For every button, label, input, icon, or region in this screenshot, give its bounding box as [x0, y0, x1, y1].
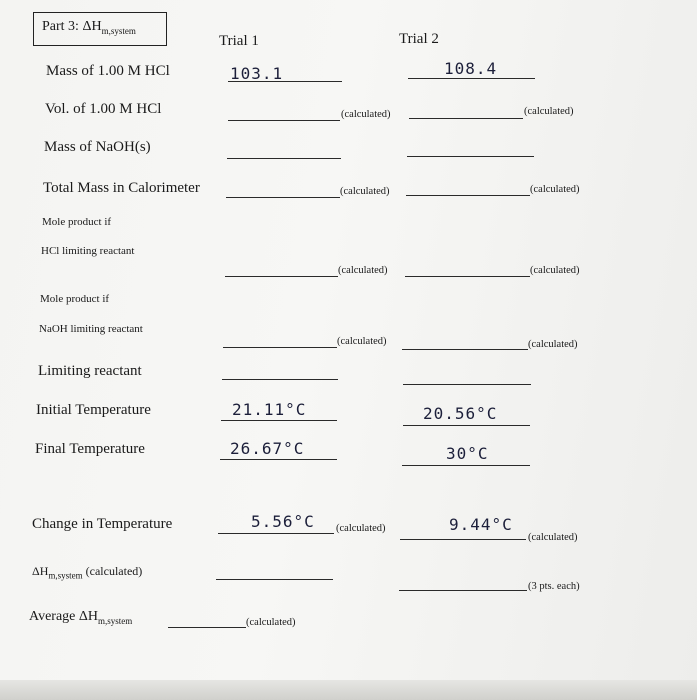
note-change-temp-trial2: (calculated) [528, 532, 578, 543]
blank-mass-naoh-trial1 [227, 158, 341, 159]
blank-initial-temp-trial2 [403, 425, 530, 426]
header-trial-1: Trial 1 [219, 33, 259, 49]
blank-dh-system-trial2 [399, 590, 527, 591]
note-mole-hcl-trial2: (calculated) [530, 265, 580, 276]
note-mole-naoh-trial2: (calculated) [528, 339, 578, 350]
blank-vol-hcl-trial2 [409, 118, 523, 119]
note-average-dh: (calculated) [246, 617, 296, 628]
label-dh-system-main: ΔH [32, 564, 49, 578]
value-initial-temp-trial1: 21.11°C [232, 400, 307, 419]
label-dh-system [32, 564, 142, 580]
blank-limiting-trial2 [403, 384, 531, 385]
blank-mole-hcl-trial1 [225, 276, 338, 277]
blank-initial-temp-trial1 [221, 420, 337, 421]
note-mole-naoh-trial1: (calculated) [337, 336, 387, 347]
header-trial-2: Trial 2 [399, 31, 439, 47]
label-change-temp: Change in Temperature [32, 516, 173, 532]
label-mass-naoh: Mass of NaOH(s) [44, 139, 151, 155]
blank-mass-naoh-trial2 [407, 156, 534, 157]
note-vol-hcl-trial2: (calculated) [524, 106, 574, 117]
value-final-temp-trial1: 26.67°C [230, 439, 305, 458]
blank-limiting-trial1 [222, 379, 338, 380]
blank-mole-hcl-trial2 [405, 276, 530, 277]
note-total-mass-trial2: (calculated) [530, 184, 580, 195]
blank-mole-naoh-trial1 [223, 347, 337, 348]
note-total-mass-trial1: (calculated) [340, 186, 390, 197]
blank-vol-hcl-trial1 [228, 120, 340, 121]
label-vol-hcl: Vol. of 1.00 M HCl [45, 101, 162, 117]
label-limiting-reactant: Limiting reactant [38, 363, 142, 379]
value-change-temp-trial2: 9.44°C [449, 515, 513, 534]
label-mole-naoh-line2: NaOH limiting reactant [39, 323, 143, 335]
part-title-box [33, 12, 167, 46]
label-dh-system-tail: (calculated) [82, 564, 143, 578]
blank-change-temp-trial1 [218, 533, 334, 534]
value-mass-hcl-trial1: 103.1 [230, 64, 284, 83]
blank-change-temp-trial2 [400, 539, 526, 540]
blank-mass-hcl-trial2 [408, 78, 535, 79]
note-dh-system-points: (3 pts. each) [528, 581, 580, 592]
blank-average-dh [168, 627, 246, 628]
value-change-temp-trial1: 5.56°C [251, 512, 315, 531]
value-mass-hcl-trial2: 108.4 [444, 59, 498, 78]
label-initial-temp: Initial Temperature [36, 402, 151, 418]
label-mole-naoh-line1: Mole product if [40, 293, 110, 305]
blank-total-mass-trial2 [406, 195, 530, 196]
label-mole-hcl-line2: HCl limiting reactant [41, 245, 135, 257]
part-title: Part 3: ΔH [42, 19, 102, 34]
note-vol-hcl-trial1: (calculated) [341, 109, 391, 120]
blank-mole-naoh-trial2 [402, 349, 528, 350]
note-mole-hcl-trial1: (calculated) [338, 265, 388, 276]
blank-dh-system-trial1 [216, 579, 333, 580]
part-title-subscript: m,system [101, 25, 136, 36]
blank-mass-hcl-trial1 [228, 81, 342, 82]
label-mole-hcl-line1: Mole product if [42, 216, 112, 228]
blank-total-mass-trial1 [226, 197, 340, 198]
label-total-mass: Total Mass in Calorimeter [43, 180, 200, 196]
value-final-temp-trial2: 30°C [446, 444, 489, 463]
value-initial-temp-trial2: 20.56°C [423, 404, 498, 423]
note-change-temp-trial1: (calculated) [336, 523, 386, 534]
blank-final-temp-trial1 [220, 459, 337, 460]
page-fold-shadow [0, 680, 697, 700]
label-average-dh [29, 609, 132, 626]
label-dh-system-subscript: m,system [48, 570, 83, 581]
label-average-dh-main: Average ΔH [29, 609, 98, 624]
blank-final-temp-trial2 [402, 465, 530, 466]
label-mass-hcl: Mass of 1.00 M HCl [46, 63, 170, 79]
label-final-temp: Final Temperature [35, 441, 145, 457]
label-average-dh-subscript: m,system [98, 615, 133, 626]
